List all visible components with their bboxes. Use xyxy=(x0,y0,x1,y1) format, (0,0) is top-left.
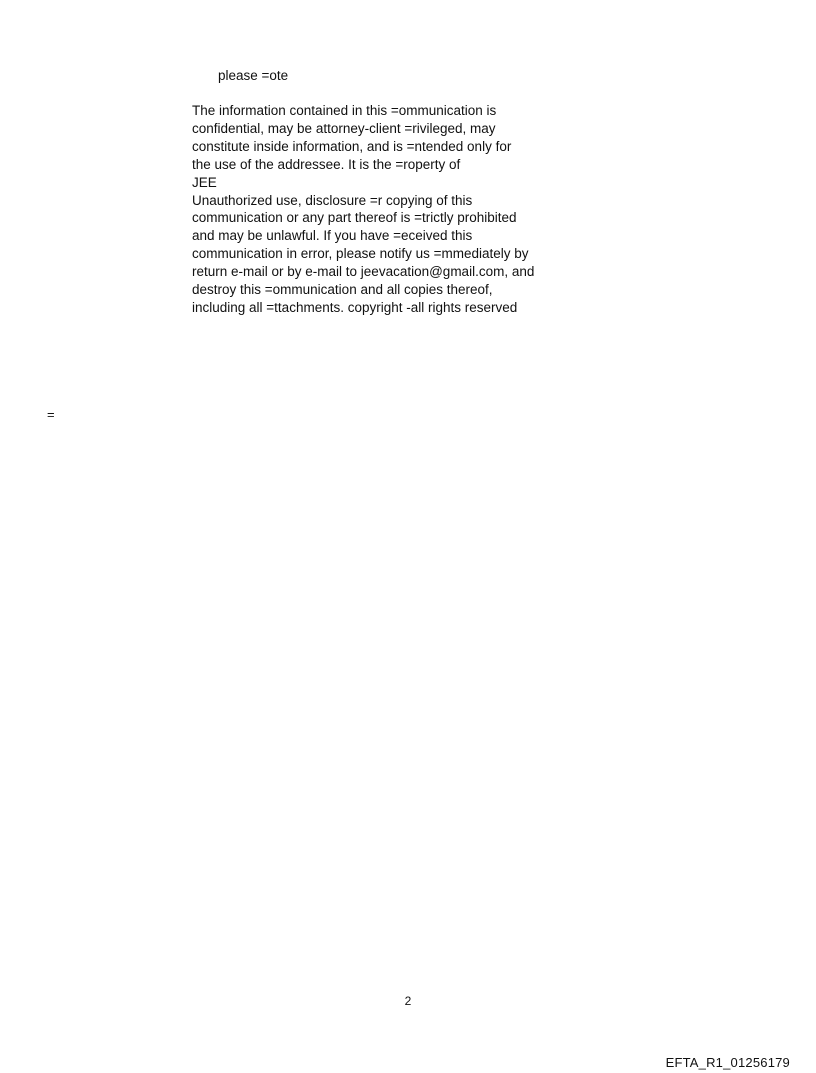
disclaimer-line: and may be unlawful. If you have =eceived this xyxy=(192,228,473,244)
confidentiality-disclaimer xyxy=(192,102,592,317)
page-number: 2 xyxy=(404,994,412,1008)
disclaimer-line: return e-mail or by e-mail to jeevacation@gmail.com, and xyxy=(192,264,535,280)
disclaimer-line: communication in error, please notify us =mmediately by xyxy=(192,246,529,262)
note-label: please =ote xyxy=(218,68,289,83)
disclaimer-line: The information contained in this =ommunication is xyxy=(192,103,497,118)
disclaimer-line: constitute inside information, and is =ntended only for xyxy=(192,138,512,154)
disclaimer-line: Unauthorized use, disclosure =r copying of this xyxy=(192,192,473,208)
bates-number: EFTA_R1_01256179 xyxy=(665,1055,790,1070)
stray-equals-mark: = xyxy=(47,407,55,422)
disclaimer-line: JEE xyxy=(192,174,217,190)
disclaimer-line: destroy this =ommunication and all copies thereof, xyxy=(192,282,493,298)
disclaimer-line: confidential, may be attorney-client =rivileged, may xyxy=(192,120,496,136)
disclaimer-line: the use of the addressee. It is the =roperty of xyxy=(192,156,461,172)
disclaimer-line: communication or any part thereof is =trictly prohibited xyxy=(192,210,517,226)
disclaimer-line: including all =ttachments. copyright -all rights reserved xyxy=(192,299,518,315)
